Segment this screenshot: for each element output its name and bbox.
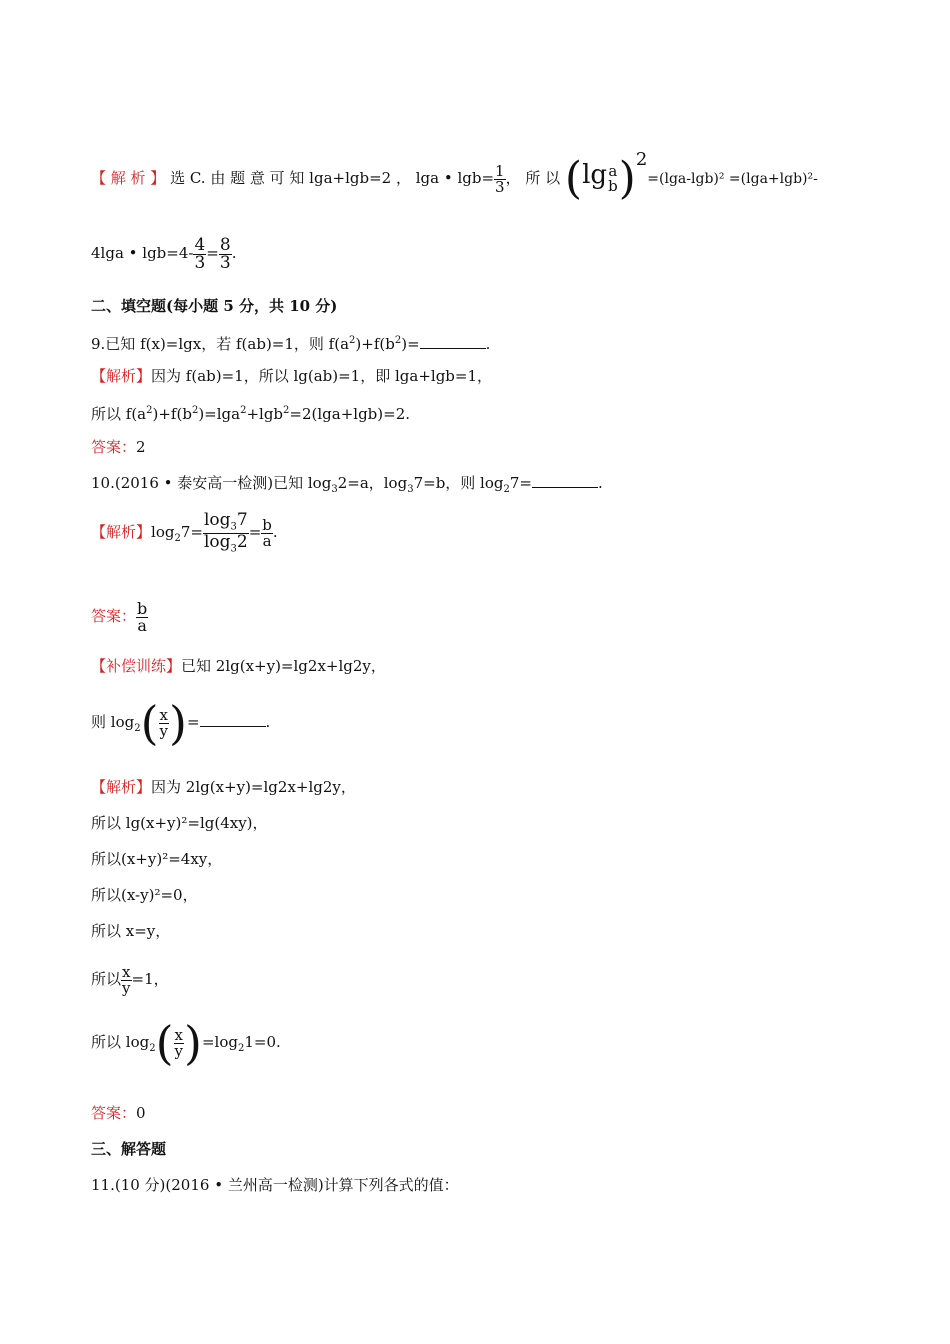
- answer-value: 2: [136, 438, 146, 456]
- supp-analysis-7: 所以 $\log_2$( $\frac{x}{y}$ )$=\log_21=0$.: [91, 1016, 281, 1070]
- analysis-tag: 【解析】: [91, 523, 152, 541]
- fraction-x-over-y: $\frac{x}{y}$: [122, 962, 131, 997]
- question-9: 9.已知 f(x)=lgx，若 f(ab)=1，则 $f(a^2)+f(b^2)=$ .: [91, 335, 491, 353]
- lg-label: lg: [582, 160, 608, 190]
- analysis-tag: 【解析】: [91, 367, 152, 385]
- exponent: 2: [635, 149, 648, 170]
- fraction-eight-thirds: $\frac{8}{3}$: [219, 234, 231, 273]
- section-heading-answer: 三、解答题: [91, 1140, 167, 1158]
- solution-text: =(lga-lgb)² =(lga+lgb)²-: [647, 171, 818, 187]
- supplement-ask: 则 $\log_2$( $\frac{x}{y}$ )= .: [91, 696, 271, 750]
- fraction-log37-over-log32: $\frac{\log_37}{\log_32}$: [203, 510, 248, 554]
- q9-analysis-line-1: 【解析】因为 f(ab)=1，所以 lg(ab)=1，即 lga+lgb=1，: [91, 367, 493, 385]
- question-10: 10.(2016 • 泰安高一检测)已知 $\log_32=a$，$\log_37=b$，则 $\log_27=$ .: [91, 474, 603, 495]
- fraction-x-over-y: $\frac{x}{y}$: [174, 1025, 184, 1060]
- fraction-x-over-y: $\frac{x}{y}$: [159, 705, 169, 740]
- section-heading-fill-blank: 二、填空题(每小题 5 分，共 10 分): [91, 297, 338, 315]
- question-11: 11.(10 分)(2016 • 兰州高一检测)计算下列各式的值：: [91, 1176, 459, 1194]
- answer-blank: [532, 473, 598, 488]
- fraction-four-thirds: $\frac{4}{3}$: [194, 234, 206, 273]
- solution-text: 4lga • lgb=4-: [91, 244, 194, 262]
- supp-analysis-3: 所以(x+y)²=4xy，: [91, 850, 223, 868]
- supp-analysis-2: 所以 lg(x+y)²=lg(4xy)，: [91, 814, 268, 832]
- solution-line-1: 【 解 析 】 选 C. 由 题 意 可 知 lga+lgb=2 ， lga • lgb= $\frac{1}{3}$ ， 所 以 (lg a b )2=(lga-lgb)² =(lga+lgb)²-: [91, 149, 818, 204]
- answer-blank: [420, 334, 486, 349]
- supp-analysis-4: 所以(x-y)²=0，: [91, 886, 198, 904]
- answer-fraction-b-over-a: $\frac{b}{a}$: [137, 598, 148, 635]
- supp-analysis-6: 所以 $\frac{x}{y}$ =1，: [91, 962, 169, 997]
- analysis-tag: 【解析】: [91, 778, 152, 796]
- q9-answer: [91, 437, 146, 457]
- answer-value: 0: [136, 1104, 146, 1122]
- supplement-question: 【补偿训练】已知 2lg(x+y)=lg2x+lg2y，: [91, 657, 386, 675]
- answer-tag: 答案：: [91, 1104, 137, 1122]
- fraction-b-over-a: $\frac{b}{a}$: [262, 515, 272, 550]
- period: .: [231, 244, 237, 262]
- solution-text: ， 所 以: [505, 169, 561, 187]
- q10-analysis: 【解析】$\log_27=$ $\frac{\log_37}{\log_32}$ = $\frac{b}{a}$ .: [91, 510, 278, 554]
- fraction-one-third: $\frac{1}{3}$: [495, 161, 505, 196]
- answer-tag: 答案：: [91, 607, 137, 625]
- q10-answer: [91, 594, 148, 638]
- analysis-tag: 【 解 析 】: [91, 169, 166, 187]
- answer-blank: [200, 712, 266, 727]
- supp-analysis-5: 所以 x=y，: [91, 922, 171, 940]
- solution-text: 选 C. 由 题 意 可 知 lga+lgb=2 ， lga • lgb=: [170, 169, 495, 187]
- supp-answer: [91, 1103, 146, 1123]
- equals-sign: =: [206, 244, 219, 262]
- fraction-a-over-b: a b: [608, 162, 618, 195]
- solution-line-2: [91, 232, 236, 274]
- supplement-tag: 【补偿训练】: [91, 657, 182, 675]
- answer-tag: 答案：: [91, 438, 137, 456]
- q9-analysis-line-2: 所以 $f(a^2)+f(b^2)=\lg a^2+\lg b^2=2(\lg a+\lg b)=2$.: [91, 405, 411, 423]
- supp-analysis-1: 【解析】因为 2lg(x+y)=lg2x+lg2y，: [91, 778, 356, 796]
